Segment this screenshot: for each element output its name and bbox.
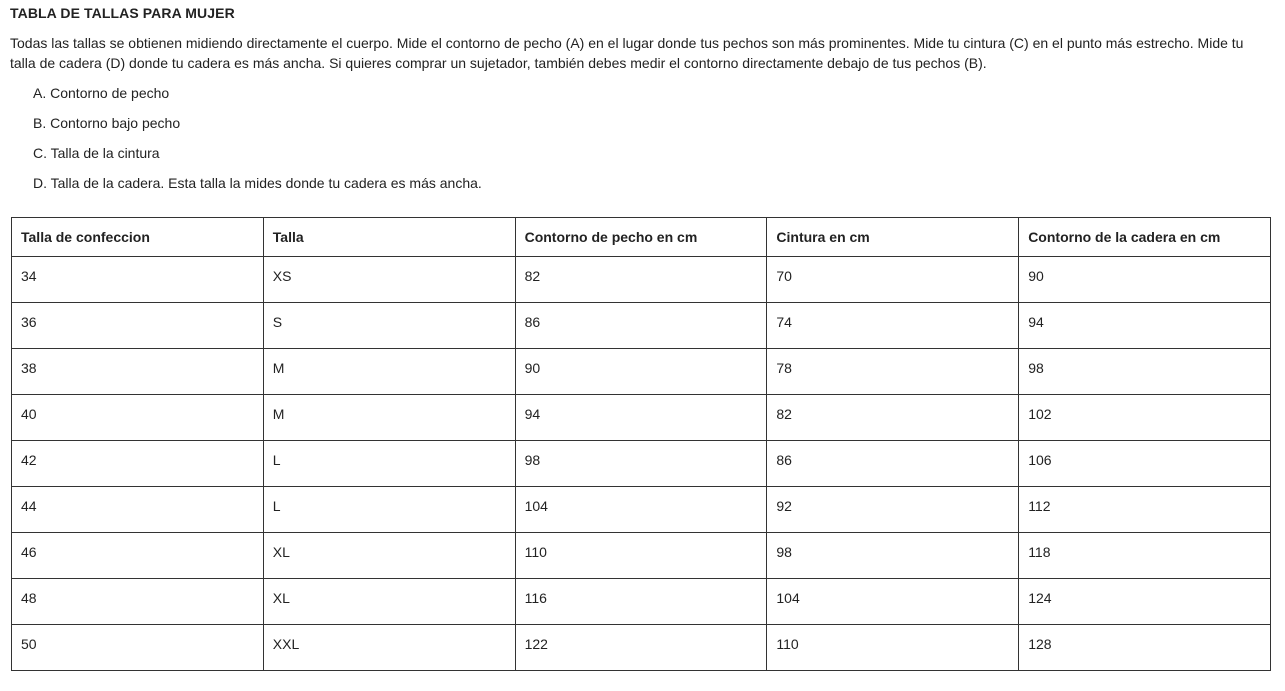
cell-hip: 106 [1019, 441, 1271, 487]
cell-size: XXL [263, 625, 515, 671]
table-row [12, 303, 1271, 349]
cell-clothing-size: 48 [12, 579, 264, 625]
measure-underbust: B. Contorno bajo pecho [33, 115, 181, 131]
cell-waist: 92 [767, 487, 1019, 533]
table-header-row [12, 218, 1271, 257]
cell-size: M [263, 395, 515, 441]
header-chest: Contorno de pecho en cm [515, 218, 767, 257]
table-row [12, 395, 1271, 441]
table-row [12, 349, 1271, 395]
table-row [12, 625, 1271, 671]
cell-hip: 94 [1019, 303, 1271, 349]
cell-hip: 124 [1019, 579, 1271, 625]
cell-clothing-size: 34 [12, 257, 264, 303]
size-table [11, 217, 1271, 671]
cell-size: L [263, 487, 515, 533]
cell-waist: 98 [767, 533, 1019, 579]
measure-hip: D. Talla de la cadera. Esta talla la mides donde tu cadera es más ancha. [33, 175, 482, 191]
cell-size: S [263, 303, 515, 349]
cell-clothing-size: 38 [12, 349, 264, 395]
header-size: Talla [263, 218, 515, 257]
cell-waist: 70 [767, 257, 1019, 303]
measure-chest: A. Contorno de pecho [33, 85, 170, 101]
cell-hip: 118 [1019, 533, 1271, 579]
cell-clothing-size: 42 [12, 441, 264, 487]
cell-clothing-size: 40 [12, 395, 264, 441]
cell-clothing-size: 44 [12, 487, 264, 533]
cell-clothing-size: 36 [12, 303, 264, 349]
cell-chest: 122 [515, 625, 767, 671]
cell-chest: 116 [515, 579, 767, 625]
cell-waist: 86 [767, 441, 1019, 487]
cell-hip: 98 [1019, 349, 1271, 395]
header-hip: Contorno de la cadera en cm [1019, 218, 1271, 257]
cell-hip: 112 [1019, 487, 1271, 533]
cell-chest: 90 [515, 349, 767, 395]
cell-clothing-size: 46 [12, 533, 264, 579]
table-row [12, 579, 1271, 625]
cell-size: M [263, 349, 515, 395]
measurement-list [33, 83, 482, 203]
cell-chest: 104 [515, 487, 767, 533]
cell-chest: 98 [515, 441, 767, 487]
intro-paragraph: Todas las tallas se obtienen midiendo directamente el cuerpo. Mide el contorno de pecho (A) en el lugar donde tus pechos son más prominentes. Mide tu cintura (C) en el punto más estrecho. Mide tu talla de cadera (D) donde tu cadera es más ancha. Si quieres comprar un sujetador, también debes medir el contorno directamente debajo de tus pechos (B). [10, 35, 1244, 71]
cell-waist: 74 [767, 303, 1019, 349]
cell-hip: 102 [1019, 395, 1271, 441]
header-clothing-size: Talla de confeccion [12, 218, 264, 257]
cell-size: XL [263, 533, 515, 579]
cell-waist: 110 [767, 625, 1019, 671]
page-title: TABLA DE TALLAS PARA MUJER [10, 5, 235, 21]
cell-chest: 82 [515, 257, 767, 303]
cell-hip: 128 [1019, 625, 1271, 671]
cell-size: L [263, 441, 515, 487]
cell-chest: 110 [515, 533, 767, 579]
cell-size: XL [263, 579, 515, 625]
table-row [12, 487, 1271, 533]
header-waist: Cintura en cm [767, 218, 1019, 257]
cell-hip: 90 [1019, 257, 1271, 303]
table-row [12, 533, 1271, 579]
cell-waist: 82 [767, 395, 1019, 441]
cell-size: XS [263, 257, 515, 303]
cell-chest: 86 [515, 303, 767, 349]
cell-clothing-size: 50 [12, 625, 264, 671]
cell-waist: 104 [767, 579, 1019, 625]
cell-waist: 78 [767, 349, 1019, 395]
cell-chest: 94 [515, 395, 767, 441]
table-row [12, 257, 1271, 303]
table-row [12, 441, 1271, 487]
measure-waist: C. Talla de la cintura [33, 145, 160, 161]
